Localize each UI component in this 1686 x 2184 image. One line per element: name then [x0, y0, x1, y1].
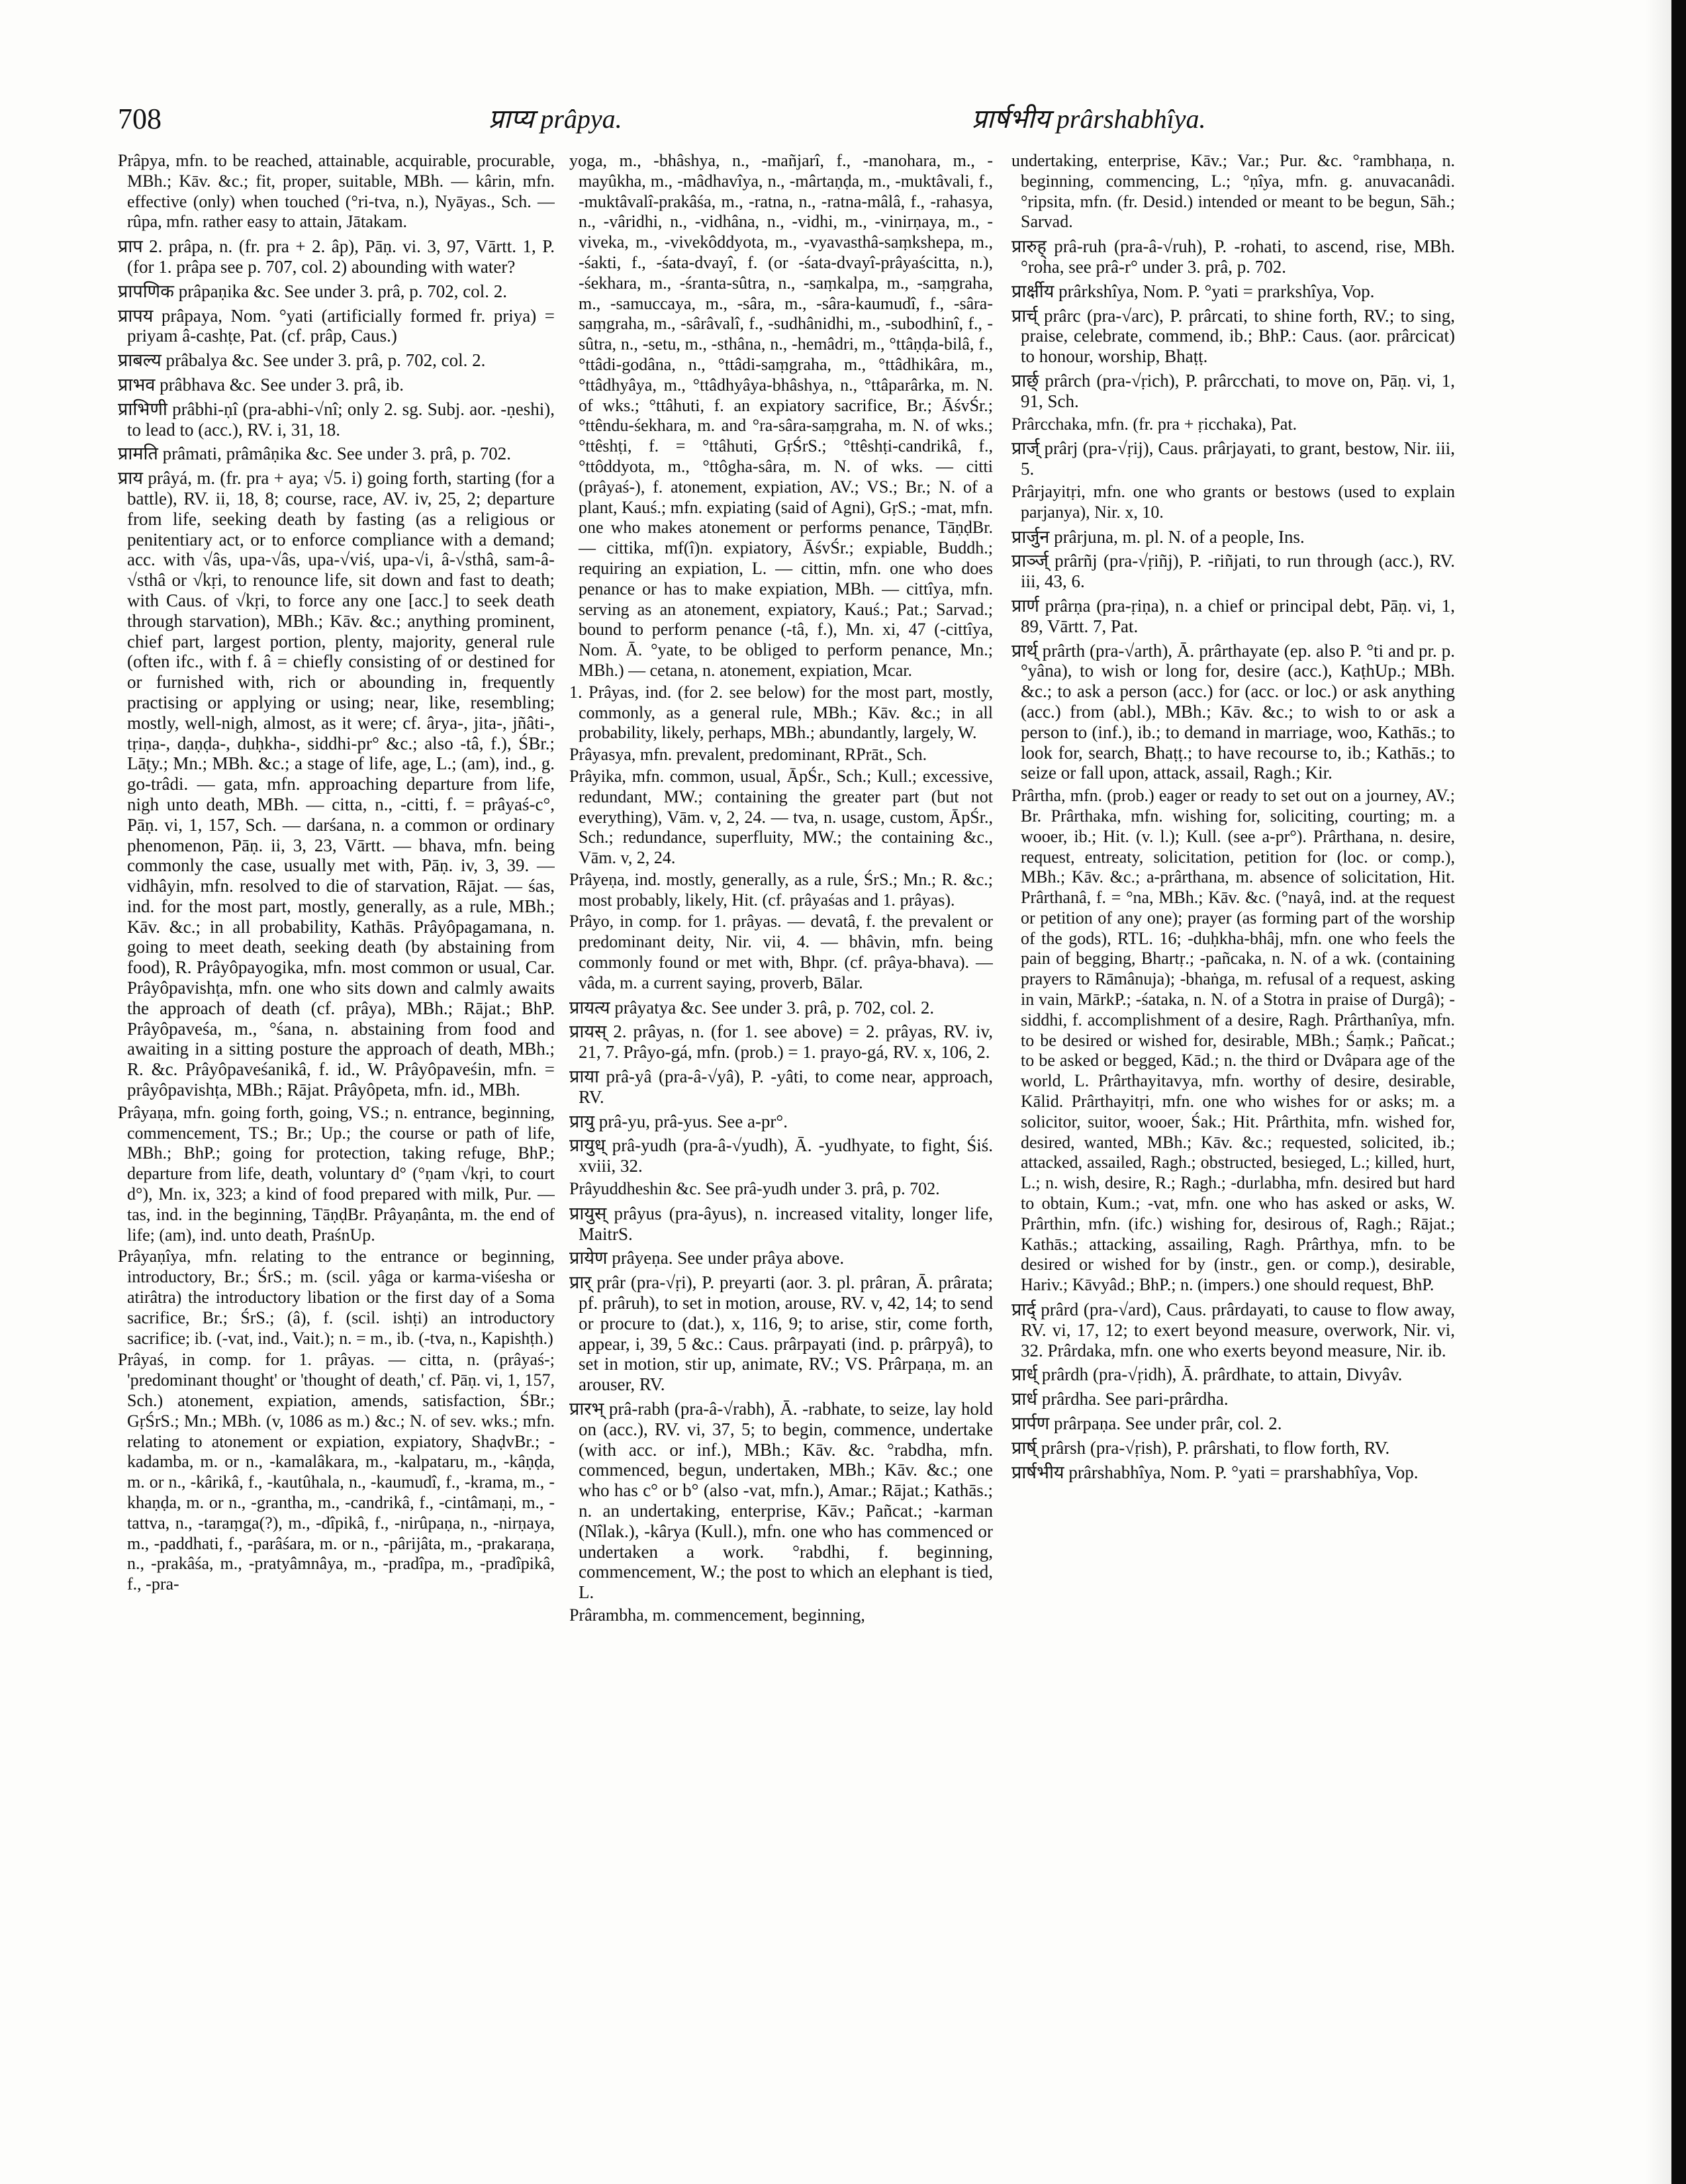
- dictionary-entry: प्रार्ण prârṇa (pra-ṛiṇa), n. a chief or principal debt, Pāṇ. vi, 1, 89, Vārtt. 7, Pat.: [1011, 595, 1455, 636]
- right-running-headword: प्रार्षभीय prârshabhîya.: [972, 104, 1206, 134]
- dictionary-entry: प्रार्पण prârpaṇa. See under prâr, col. 2.: [1011, 1413, 1282, 1434]
- dictionary-entry: Prâyaś, in comp. for 1. prâyas. — citta, n. (prâyaś-; 'predominant thought' or 'thought of death,' cf. Pāṇ. vi, 1, 157, Sch.) atonement, expiation, amends, satisfaction, ŚBr.; GṛŚrS.; Mn.; MBh. (v, 1086 as m.) &c.; N. of sev. wks.; mfn. relating to atonement or expiation, expiatory, ShaḍvBr.; -kadamba, m. or n., -kamalâkara, m., -kalpataru, m., -kâṇḍa, m. or n., -kârikâ, f., -kautûhala, n., -kaumudî, f., -krama, m., -khaṇḍa, m. or n., -grantha, m., -candrikâ, f., -cintâmaṇi, m., -tattva, n., -taraṃga(?), m., -dîpikâ, f., -nirûpaṇa, n., -nirṇaya, m., -paddhati, f., -parâśara, m. or n., -pârijâta, m., -prakaraṇa, n., -prakâśa, m., -pratyâmnâya, m., -pradîpa, m., -pradîpikâ, f., -pra-: [118, 1350, 555, 1594]
- dictionary-entry: Prâyaṇa, mfn. going forth, going, VS.; n. entrance, beginning, commencement, TS.; Br.; Up.; the course or path of life, MBh.; BhP.; going for protection, taking refuge, BhP.; departure from life, death, voluntary d° (°ṇam √kṛi, to court d°), Mn. ix, 323; a kind of food prepared with milk, Pur. — tas, ind. in the beginning, TāṇḍBr. Prâyaṇânta, m. the end of life; (am), ind. unto death, PraśnUp.: [118, 1102, 555, 1245]
- dictionary-entry: प्रायुस् prâyus (pra-âyus), n. increased vitality, longer life, MaitrS.: [569, 1203, 993, 1244]
- dictionary-entry: प्रार्ञ्ज् prârñj (pra-√ṛiñj), P. -riñjati, to run through (acc.), RV. iii, 43, 6.: [1011, 551, 1455, 592]
- dictionary-entry: प्रारुह् prâ-ruh (pra-â-√ruh), P. -rohati, to ascend, rise, MBh. °roha, see prâ-r° under 3. prâ, p. 702.: [1011, 236, 1455, 277]
- dictionary-entry: Prâyuddheshin &c. See prâ-yudh under 3. prâ, p. 702.: [569, 1179, 940, 1199]
- column-1: [118, 151, 555, 2130]
- dictionary-entry: प्राया prâ-yâ (pra-â-√yâ), P. -yâti, to come near, approach, RV.: [569, 1067, 993, 1107]
- dictionary-entry: 1. Prâyas, ind. (for 2. see below) for the most part, mostly, commonly, as a general rule, MBh.; Kāv. &c.; in all probability, likely, perhaps, MBh.; abundantly, largely, W.: [569, 682, 993, 743]
- dictionary-entry: Prâpya, mfn. to be reached, attainable, acquirable, procurable, MBh.; Kāv. &c.; fit, proper, suitable, MBh. — kârin, mfn. effective (only) when touched (°ri-tva, n.), Nyāyas., Sch. — rûpa, mfn. rather easy to attain, Jātakam.: [118, 151, 555, 232]
- dictionary-entry: प्रार्छ् prârch (pra-√ṛich), P. prârcchati, to move on, Pāṇ. vi, 1, 91, Sch.: [1011, 370, 1455, 411]
- dictionary-entry: Prâyika, mfn. common, usual, ĀpŚr., Sch.; Kull.; excessive, redundant, MW.; containing the greater part (but not everything), Vām. v, 2, 24. — tva, n. usage, custom, ĀpŚr., Sch.; redundance, superfluity, MW.; the containing &c., Vām. v, 2, 24.: [569, 766, 993, 868]
- dictionary-entry: प्रायुध् prâ-yudh (pra-â-√yudh), Ā. -yudhyate, to fight, Śiś. xviii, 32.: [569, 1135, 993, 1176]
- dictionary-entry: प्रामति prâmati, prâmâṇika &c. See under 3. prâ, p. 702.: [118, 444, 511, 464]
- dictionary-entry: प्रार् prâr (pra-√ṛi), P. preyarti (aor. 3. pl. prâran, Ā. prârata; pf. prâruh), to set in motion, arouse, RV. v, 42, 14; to send or procure to (dat.), x, 116, 9; to arise, stir, come forth, appear, i, 39, 5 &c.: Caus. prârpayati (ind. p. prârpyâ), to set in motion, stir up, animate, RV.; VS. Prârpaṇa, m. an arouser, RV.: [569, 1272, 993, 1395]
- column-2: [569, 151, 993, 2130]
- dictionary-entry: प्रार्ज् prârj (pra-√ṛij), Caus. prârjayati, to grant, bestow, Nir. iii, 5.: [1011, 438, 1455, 479]
- book-spine-edge: [1671, 0, 1686, 2184]
- dictionary-entry: undertaking, enterprise, Kāv.; Var.; Pur. &c. °rambhaṇa, n. beginning, commencing, L.; °ṇîya, mfn. g. anuvacanâdi. °ripsita, mfn. (fr. Desid.) intended or meant to be begun, Sāh.; Sarvad.: [1011, 151, 1455, 232]
- dictionary-entry: प्रापणिक prâpaṇika &c. See under 3. prâ, p. 702, col. 2.: [118, 281, 508, 301]
- dictionary-entry: प्रार्ध prârdha. See pari-prârdha.: [1011, 1389, 1229, 1409]
- dictionary-entry: Prâyaṇîya, mfn. relating to the entrance or beginning, introductory, Br.; ŚrS.; m. (scil. yâga or karma-viśesha or atirâtra) the introductory libation or the first day of a Soma sacrifice, Br.; ŚrS.; (â), f. (scil. ishṭi) an introductory sacrifice; ib. (-vat, ind., Vait.); n. = m., ib. (-tva, n., Kapishṭh.): [118, 1247, 555, 1348]
- page-header: [118, 99, 1594, 139]
- dictionary-entry: प्रार्क्षीय prârkshîya, Nom. P. °yati = prarkshîya, Vop.: [1011, 281, 1375, 301]
- dictionary-entry: प्रार्जुन prârjuna, m. pl. N. of a people, Ins.: [1011, 526, 1305, 547]
- dictionary-entry: प्राय prâyá, m. (fr. pra + aya; √5. i) going forth, starting (for a battle), RV. ii, 18, 8; course, race, AV. iv, 25, 2; departure from life, seeking death by fasting (as a religious or penitentiary act, or to enforce compliance with a demand; acc. with √âs, upa-√âs, upa-√viś, upa-√i, â-√sthâ, sam-â-√sthâ or √kṛi, to renounce life, sit down and fast to death; with Caus. of √kṛi, to force any one [acc.] to seek death through starvation), MBh.; Kāv. &c.; anything prominent, chief part, largest portion, plenty, majority, general rule (often ifc., with f. â = chiefly consisting of or destined for or furnished with, rich or abounding in, frequently practising or applying or using; near, like, resembling; mostly, well-nigh, almost, as it were; cf. ârya-, jita-, jñâti-, tṛiṇa-, daṇḍa-, duḥkha-, siddhi-pr° &c.; also -tâ, f.), ŚBr.; Lāṭy.; Mn.; MBh. &c.; a stage of life, age, L.; (am), ind., g. go-trâdi. — gata, mfn. approaching departure from life, nigh unto death, MBh. — citta, n., -citti, f. = prâyaś-c°, Pāṇ. vi, 1, 157, Sch. — darśana, n. a common or ordinary phenomenon, Pāṇ. ii, 3, 23, Vārtt. — bhava, mfn. being commonly the case, usually met with, Pāṇ. iv, 3, 39. — vidhâyin, mfn. resolved to die of starvation, Rājat. — śas, ind. for the most part, mostly, generally, as a rule, MBh.; Kāv. &c.; in all probability, Kathās. Prâyôpagamana, n. going to meet death, seeking death (by abstaining from food), R. Prâyôpayogika, mfn. most common or usual, Car. Prâyôpavishṭa, mfn. one who sits down and calmly awaits the approach of death (cf. prâya), MBh.; Rājat.; BhP. Prâyôpaveśa, m., °śana, n. abstaining from food and awaiting in a sitting posture the approach of death, MBh.; R. &c. Prâyôpaveśanikâ, f. id., W. Prâyôpaveśin, mfn. = prâyôpavishṭa, MBh.; Rājat. Prâyôpeta, mfn. id., MBh.: [118, 468, 555, 1100]
- dictionary-entry: प्राबल्य prâbalya &c. See under 3. prâ, p. 702, col. 2.: [118, 350, 486, 371]
- dictionary-entry: प्रायत्य prâyatya &c. See under 3. prâ, p. 702, col. 2.: [569, 997, 935, 1018]
- dictionary-entry: प्रारभ् prâ-rabh (pra-â-√rabh), Ā. -rabhate, to seize, lay hold on (acc.), RV. vi, 37, 5; to begin, commence, undertake (with acc. or inf.), MBh.; Kāv. &c. °rabdha, mfn. commenced, begun, undertaken, MBh.; Kāv. &c.; one who has c° or b° (also -vat, mfn.), Amar.; Rājat.; Kathās.; n. an undertaking, enterprise, Kāv.; Pañcat.; -karman (Nîlak.), -kârya (Kull.), mfn. one who has commenced or undertaken a work. °rabdhi, f. beginning, commencement, W.; the post to which an elephant is tied, L.: [569, 1399, 993, 1603]
- dictionary-entry: प्रार्थ् prârth (pra-√arth), Ā. prârthayate (ep. also P. °ti and pr. p. °yâna), to wish or long for, desire (acc.), KaṭhUp.; MBh. &c.; to ask a person (acc.) for (acc. or loc.) or ask anything (acc.) from (abl.), MBh.; Kāv. &c.; to wish to or ask a person to (inf.), ib.; to demand in marriage, woo, Kathās.; to look for, search, Bhaṭṭ.; to have recourse to, ib.; Kathās.; to seize or fall upon, attack, assail, Ragh.; Kir.: [1011, 640, 1455, 783]
- dictionary-entry: प्रार्च् prârc (pra-√arc), P. prârcati, to shine forth, RV.; to sing, praise, celebrate, commend, ib.; BhP.: Caus. (aor. prârcicat) to honour, worship, Bhaṭṭ.: [1011, 305, 1455, 367]
- dictionary-entry: प्राप 2. prâpa, n. (fr. pra + 2. âp), Pāṇ. vi. 3, 97, Vārtt. 1, P. (for 1. prâpa see p. 707, col. 2) abounding with water?: [118, 236, 555, 277]
- dictionary-entry: yoga, m., -bhâshya, n., -mañjarî, f., -manohara, m., -mayûkha, m., -mâdhavîya, n., -mârtaṇḍa, m., -muktâvali, f., -muktâvalî-prakâśa, m., -ratna, n., -ratna-mâlâ, f., -rahasya, n., -vâridhi, n., -vidhâna, n., -vidhi, m., -vinirṇaya, m., -viveka, m., -vivekôddyota, m., -vyavasthâ-saṃkshepa, m., -śakti, f., -śata-dvayî, f. (or -śata-dvayî-prâyaścitta, n.), -śekhara, m., -śranta-sûtra, n., -saṃkalpa, m., -saṃgraha, m., -samuccaya, m., -sâra, m., -sâra-kaumudî, f., -sâra-saṃgraha, m., -sârâvalî, f., -sudhânidhi, m., -subodhinî, f., -sûtra, n., -setu, m., -sthâna, n., -hemâdri, m., °ttâṇḍa-bilâ, f., °ttâdi-godâna, n., °ttâdi-saṃgraha, m., °ttâdhikâra, m., °ttâdhyâya, m., °ttâdhyâya-bhâshya, n., °ttâparârka, m. N. of wks.; °ttâhuti, f. an expiatory sacrifice, Br.; ĀśvŚr.; °ttêndu-śekhara, m. and °ra-sâra-saṃgraha, m. N. of wks.; °ttêshṭi, f. = °ttâhuti, GṛŚrS.; °ttêshṭi-candrikâ, f., °ttôddyota, m., °ttôgha-sâra, m. N. of wks. — citti (prâyaś-), f. atonement, expiation, AV.; VS.; Br.; N. of a plant, Kauś.; mfn. expiating (said of Agni), GṛS.; -mat, mfn. one who makes atonement or performs penance, TāṇḍBr. — cittika, mf(î)n. expiatory, ĀśvŚr.; expiable, Buddh.; requiring an expiation, L. — cittin, mfn. one who does penance or has to make expiation, MBh. — cittîya, mfn. serving as an atonement, expiatory, Kauś.; Pat.; Sarvad.; bound to perform penance (-tâ, f.), Mn. xi, 47 (-cittîya, Nom. Ā. °yate, to be obliged to perform penance, Mn.; MBh.) — cetana, n. atonement, expiation, Mcar.: [569, 151, 993, 680]
- dictionary-entry: प्राभिणी prâbhi-ṇî (pra-abhi-√nî; only 2. sg. Subj. aor. -ṇeshi), to lead to (acc.), RV. i, 31, 18.: [118, 399, 555, 440]
- dictionary-entry: प्रायस् 2. prâyas, n. (for 1. see above) = 2. prâyas, RV. iv, 21, 7. Prâyo-gá, mfn. (prob.) = 1. prayo-gá, RV. x, 106, 2.: [569, 1021, 993, 1063]
- dictionary-entry: प्रापय prâpaya, Nom. °yati (artificially formed fr. priya) = priyam â-cashṭe, Pat. (cf. prâp, Caus.): [118, 305, 555, 346]
- page-number: 708: [118, 103, 162, 135]
- dictionary-entry: Prârjayitṛi, mfn. one who grants or bestows (used to explain parjanya), Nir. x, 10.: [1011, 481, 1455, 522]
- dictionary-entry: Prâyasya, mfn. prevalent, predominant, RPrāt., Sch.: [569, 745, 927, 765]
- dictionary-entry: प्राभव prâbhava &c. See under 3. prâ, ib.: [118, 374, 404, 395]
- dictionary-entry: प्रार्द् prârd (pra-√ard), Caus. prârdayati, to cause to flow away, RV. vi, 17, 12; to exert beyond measure, overwork, Nir. vi, 32. Prârdaka, mfn. one who exerts beyond measure, Nir. ib.: [1011, 1300, 1455, 1360]
- column-3: [1011, 151, 1455, 2130]
- dictionary-entry: प्रार्ष् prârsh (pra-√ṛish), P. prârshati, to flow forth, RV.: [1011, 1437, 1390, 1458]
- dictionary-entry: Prârambha, m. commencement, beginning,: [569, 1605, 865, 1625]
- dictionary-entry: प्रायेण prâyeṇa. See under prâya above.: [569, 1248, 845, 1268]
- dictionary-entry: Prârcchaka, mfn. (fr. pra + ṛicchaka), Pat.: [1011, 414, 1297, 434]
- dictionary-entry: Prâyeṇa, ind. mostly, generally, as a rule, ŚrS.; Mn.; R. &c.; most probably, likely, Hit. (cf. prâyaśas and 1. prâyas).: [569, 869, 993, 910]
- page-gutter-shadow: [1645, 0, 1671, 2184]
- left-running-headword: प्राप्य prâpya.: [489, 104, 622, 134]
- dictionary-entry: प्रार्षभीय prârshabhîya, Nom. P. °yati = prarshabhîya, Vop.: [1011, 1462, 1419, 1482]
- dictionary-entry: प्रायु prâ-yu, prâ-yus. See a-pr°.: [569, 1111, 788, 1131]
- dictionary-entry: Prâyo, in comp. for 1. prâyas. — devatâ, f. the prevalent or predominant deity, Nir. vii, 4. — bhâvin, mfn. being commonly found or met with, Bhpr. (cf. prâya-bhava). — vâda, m. a current saying, proverb, Bālar.: [569, 912, 993, 992]
- dictionary-entry: प्रार्ध् prârdh (pra-√ṛidh), Ā. prârdhate, to attain, Divyâv.: [1011, 1364, 1403, 1385]
- dictionary-entry: Prârtha, mfn. (prob.) eager or ready to set out on a journey, AV.; Br. Prârthaka, mfn. wishing for, soliciting, courting; m. a wooer, ib.; Hit. (v. l.); Kull. (see a-pr°). Prârthana, n. desire, request, entreaty, solicitation, petition for (loc. or comp.), MBh.; Kāv. &c.; a-prârthana, m. absence of solicitation, Hit. Prârthanâ, f. = °na, MBh.; Kāv. &c. (°nayâ, ind. at the request or petition of any one); prayer (as forming part of the worship of the gods), RTL. 16; -duḥkha-bhâj, mfn. one who feels the pain of begging, Bhartṛ.; -pañcaka, n. N. of a wk. (containing prayers to Rāmânuja); -bhaṅga, m. refusal of a request, asking in vain, MārkP.; -śataka, n. N. of a Stotra in praise of Durgâ); -siddhi, f. accomplishment of a desire, Ragh. Prârthanîya, mfn. to be desired or wished for, desirable, MBh.; Śaṃk.; Pañcat.; to be asked or begged, Kād.; n. the third or Dvâpara age of the world, L. Prârthayitavya, mfn. worthy of desire, desirable, Kālid. Prârthayitṛi, mfn. one who wishes for or asks; m. a solicitor, suitor, wooer, Śak.; Hit. Prârthita, mfn. wished for, desired, wanted, MBh.; Kāv. &c.; requested, solicited, ib.; attacked, assailed, Ragh.; obstructed, besieged, L.; killed, hurt, L.; n. wish, desire, R.; Ragh.; -durlabha, mfn. desired but hard to obtain, Kum.; -vat, mfn. one who has asked or asks, W. Prârthin, mfn. (ifc.) wishing for, desirous of, Ragh.; Rājat.; Kathās.; attacking, assailing, Ragh. Prârthya, mfn. to be desired or wished for by (instr., gen. or comp.), desirable, Hariv.; Kāvyâd.; BhP.; n. (impers.) one should request, BhP.: [1011, 786, 1455, 1295]
